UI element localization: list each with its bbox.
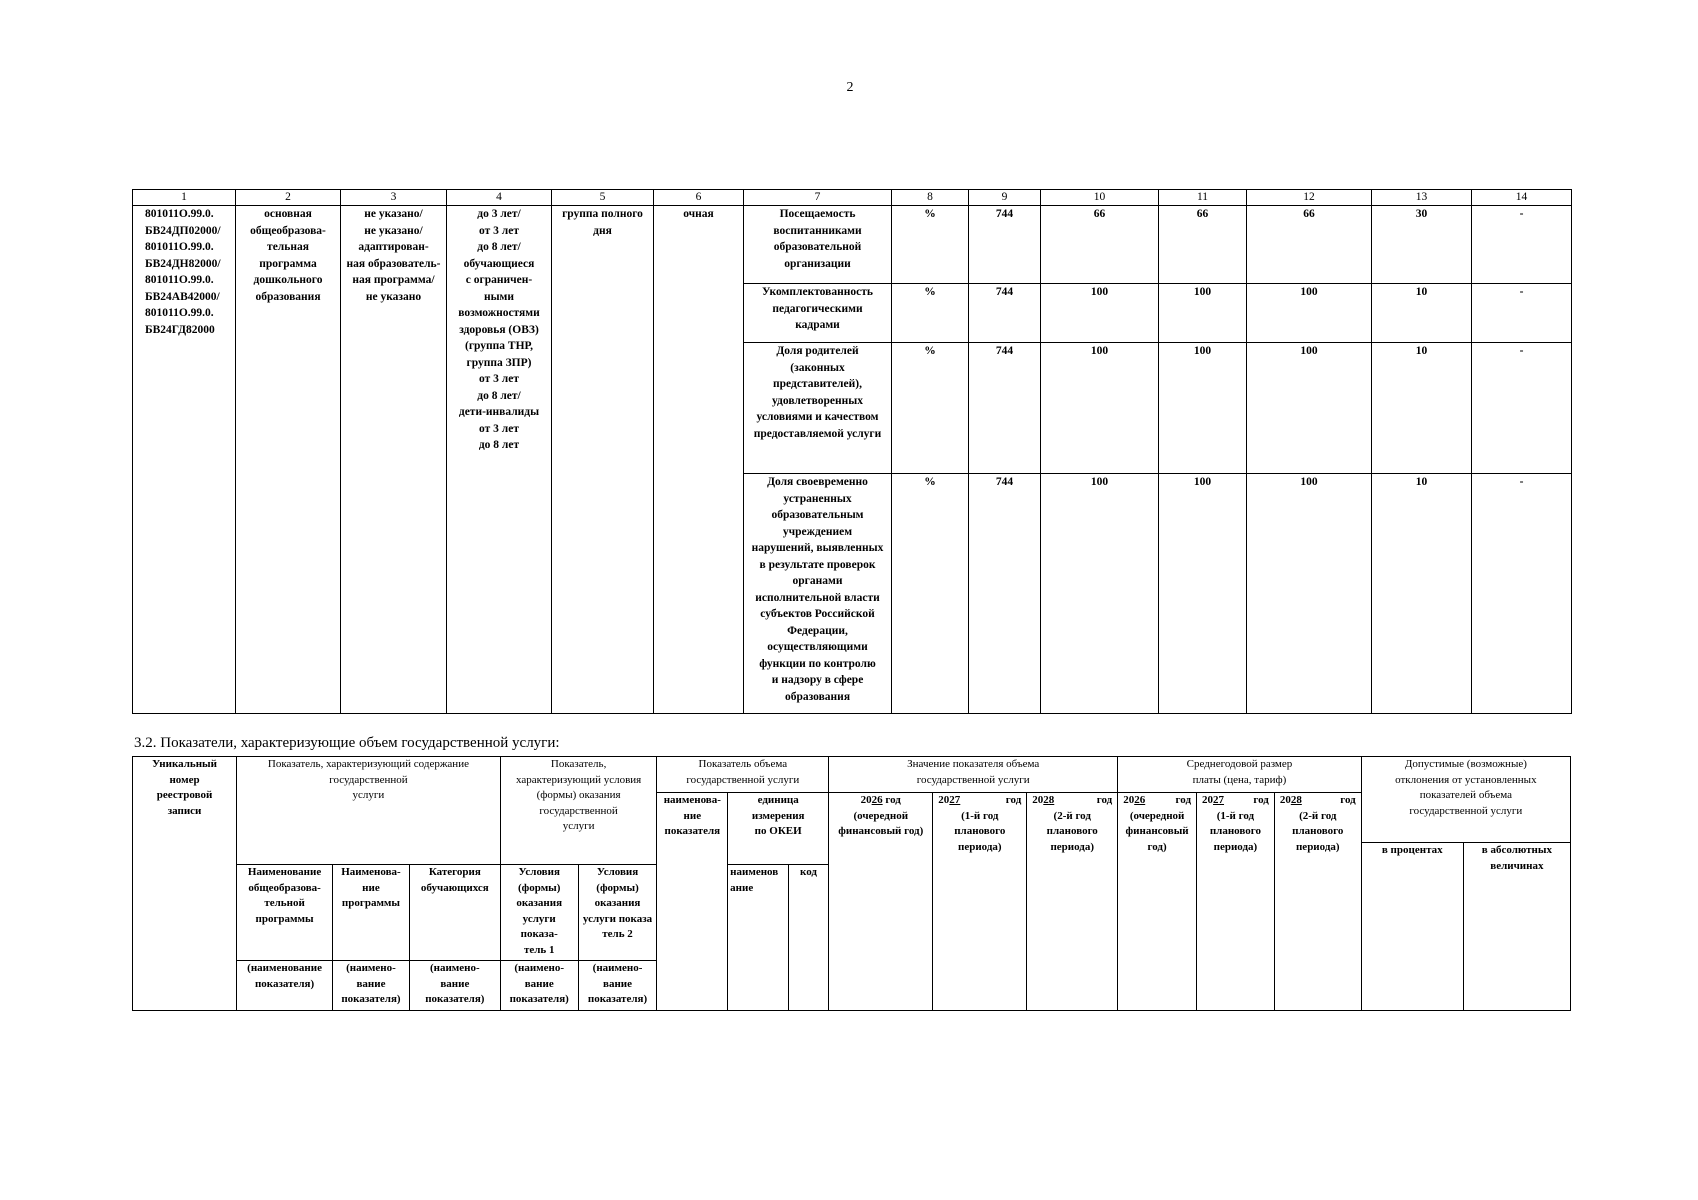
- col-num: 14: [1472, 190, 1572, 206]
- okei-code: 744: [969, 343, 1041, 474]
- col-num: 9: [969, 190, 1041, 206]
- indicator-name: Укомплектованность педагогическими кадрами: [744, 284, 892, 343]
- year-note: (очередной финансовый год): [1125, 809, 1189, 853]
- indicator-name-header: наименова- ние показателя: [657, 793, 728, 1011]
- stay-mode: группа полного дня: [552, 206, 654, 714]
- table-row: [133, 206, 1572, 284]
- condition-2-header: Условия (формы) оказания услуги показа тель 2: [578, 865, 657, 961]
- col-num: 4: [447, 190, 552, 206]
- deviation-absolute: -: [1472, 284, 1572, 343]
- fee-year-3-header: [1274, 793, 1361, 1011]
- value-year-3-header: [1027, 793, 1118, 1011]
- year-suffix: 27: [949, 794, 961, 806]
- year-note: (2-й год планового периода): [1292, 809, 1344, 853]
- year-word: год: [885, 794, 901, 806]
- year-prefix: 20: [1279, 794, 1291, 806]
- year-note: (очередной финансовый год): [838, 809, 924, 837]
- deviation-percent: 30: [1372, 206, 1472, 284]
- col-num: 7: [744, 190, 892, 206]
- col-num: 12: [1247, 190, 1372, 206]
- value-2027: 100: [1159, 474, 1247, 714]
- deviation-percent: 10: [1372, 343, 1472, 474]
- fee-year-1-header: [1118, 793, 1197, 1011]
- year-suffix: 26: [1134, 794, 1146, 806]
- program-name: основная общеобразова- тельная программа дошкольного образования: [236, 206, 341, 714]
- category-header: Категория обучающихся: [409, 865, 500, 961]
- indicator-name-subheader: (наименование показателя): [237, 961, 333, 1011]
- value-group-header: Значение показателя объема государственной услуги: [829, 757, 1118, 793]
- year-word: год: [1340, 794, 1356, 806]
- value-2026: 66: [1041, 206, 1159, 284]
- okei-code: 744: [969, 206, 1041, 284]
- year-prefix: 20: [1032, 794, 1044, 806]
- fee-group-header: Среднегодовой размер платы (цена, тариф): [1118, 757, 1362, 793]
- in-percent-header: в процентах: [1361, 843, 1463, 1011]
- unit: %: [892, 284, 969, 343]
- volume-group-header: Показатель объема государственной услуги: [657, 757, 829, 793]
- year-note: (2-й год планового периода): [1046, 809, 1098, 853]
- deviation-absolute: -: [1472, 343, 1572, 474]
- col-num: 10: [1041, 190, 1159, 206]
- deviation-percent: 10: [1372, 284, 1472, 343]
- year-word: год: [1005, 794, 1022, 806]
- okei-code: 744: [969, 284, 1041, 343]
- value-year-2-header: [933, 793, 1027, 1011]
- fee-year-2-header: [1197, 793, 1275, 1011]
- value-year-1-header: [829, 793, 933, 1011]
- indicator-name-subheader: (наимено- вание показателя): [409, 961, 500, 1011]
- year-suffix: 28: [1043, 794, 1055, 806]
- conditions-group-header: Показатель, характеризующий условия (формы) оказания государственной услуги: [500, 757, 657, 865]
- unit: %: [892, 206, 969, 284]
- registry-code: 801011О.99.0. БВ24ДП02000/ 801011О.99.0. БВ24ДН82000/ 801011О.99.0. БВ24АВ42000/ 801011О.99.0. БВ24ГД82000: [133, 206, 236, 714]
- year-suffix: 27: [1213, 794, 1225, 806]
- column-number-row: [133, 190, 1572, 206]
- col-num: 1: [133, 190, 236, 206]
- section-title: 3.2. Показатели, характеризующие объем государственной услуги:: [134, 735, 560, 751]
- col-num: 3: [341, 190, 447, 206]
- quality-indicators-table: [132, 189, 1572, 714]
- indicator-name-subheader: (наимено- вание показателя): [500, 961, 578, 1011]
- col-num: 13: [1372, 190, 1472, 206]
- value-2026: 100: [1041, 343, 1159, 474]
- value-2027: 66: [1159, 206, 1247, 284]
- indicator-name-subheader: (наимено- вание показателя): [333, 961, 410, 1011]
- okei-code: 744: [969, 474, 1041, 714]
- value-2027: 100: [1159, 284, 1247, 343]
- program-category: не указано/ не указано/ адаптирован- ная образователь- ная программа/ не указано: [341, 206, 447, 714]
- value-2026: 100: [1041, 284, 1159, 343]
- indicator-name: Доля своевременно устраненных образовательным учреждением нарушений, выявленных в результате проверок органами исполнительной власти субъектов Российской Федерации, осуществляющими функции по контролю и надзору в сфере образования: [744, 474, 892, 714]
- volume-indicators-table: [132, 756, 1571, 1011]
- header-row: [133, 757, 1571, 793]
- year-word: год: [1253, 794, 1269, 806]
- in-absolute-header: в абсолютных величинах: [1463, 843, 1570, 1011]
- indicator-name: Доля родителей (законных представителей), удовлетворенных условиями и качеством предоставляемой услуги: [744, 343, 892, 474]
- indicator-name: Посещаемость воспитанниками образовательной организации: [744, 206, 892, 284]
- value-2028: 100: [1247, 343, 1372, 474]
- year-note: (1-й год планового периода): [1209, 809, 1261, 853]
- program-name-header: Наименование общеобразова- тельной программы: [237, 865, 333, 961]
- content-group-header: Показатель, характеризующий содержание государственной услуги: [237, 757, 501, 865]
- age-group: до 3 лет/ от 3 лет до 8 лет/ обучающиеся с ограничен- ными возможностями здоровья (ОВЗ) (группа ТНР, группа ЗПР) от 3 лет до 8 лет/ дети-инвалиды от 3 лет до 8 лет: [447, 206, 552, 714]
- year-prefix: 20: [1123, 794, 1135, 806]
- value-2028: 100: [1247, 474, 1372, 714]
- col-num: 5: [552, 190, 654, 206]
- year-word: год: [1096, 794, 1113, 806]
- indicator-name-subheader: (наимено- вание показателя): [578, 961, 657, 1011]
- education-form: очная: [654, 206, 744, 714]
- col-num: 2: [236, 190, 341, 206]
- year-prefix: 20: [1202, 794, 1214, 806]
- deviation-absolute: -: [1472, 206, 1572, 284]
- value-2027: 100: [1159, 343, 1247, 474]
- col-num: 11: [1159, 190, 1247, 206]
- condition-1-header: Условия (формы) оказания услуги показа- тель 1: [500, 865, 578, 961]
- unit: %: [892, 474, 969, 714]
- year-word: год: [1175, 794, 1192, 806]
- deviation-absolute: -: [1472, 474, 1572, 714]
- col-num: 6: [654, 190, 744, 206]
- unit-code-header: код: [788, 865, 828, 1011]
- year-note: (1-й год планового периода): [954, 809, 1006, 853]
- unique-number-header: Уникальный номер реестровой записи: [133, 757, 237, 1011]
- unit-okei-header: единица измерения по ОКЕИ: [728, 793, 829, 865]
- value-2028: 66: [1247, 206, 1372, 284]
- col-num: 8: [892, 190, 969, 206]
- value-2028: 100: [1247, 284, 1372, 343]
- deviation-percent: 10: [1372, 474, 1472, 714]
- page-number: 2: [846, 80, 854, 95]
- unit: %: [892, 343, 969, 474]
- year-suffix: 26: [871, 794, 883, 806]
- unit-name-header: наименов ание: [728, 865, 789, 1011]
- year-suffix: 28: [1290, 794, 1302, 806]
- year-prefix: 20: [860, 794, 872, 806]
- deviation-group-header: Допустимые (возможные) отклонения от установленных показателей объема государственной услуги: [1361, 757, 1570, 843]
- value-2026: 100: [1041, 474, 1159, 714]
- year-prefix: 20: [938, 794, 950, 806]
- program-header: Наименова- ние программы: [333, 865, 410, 961]
